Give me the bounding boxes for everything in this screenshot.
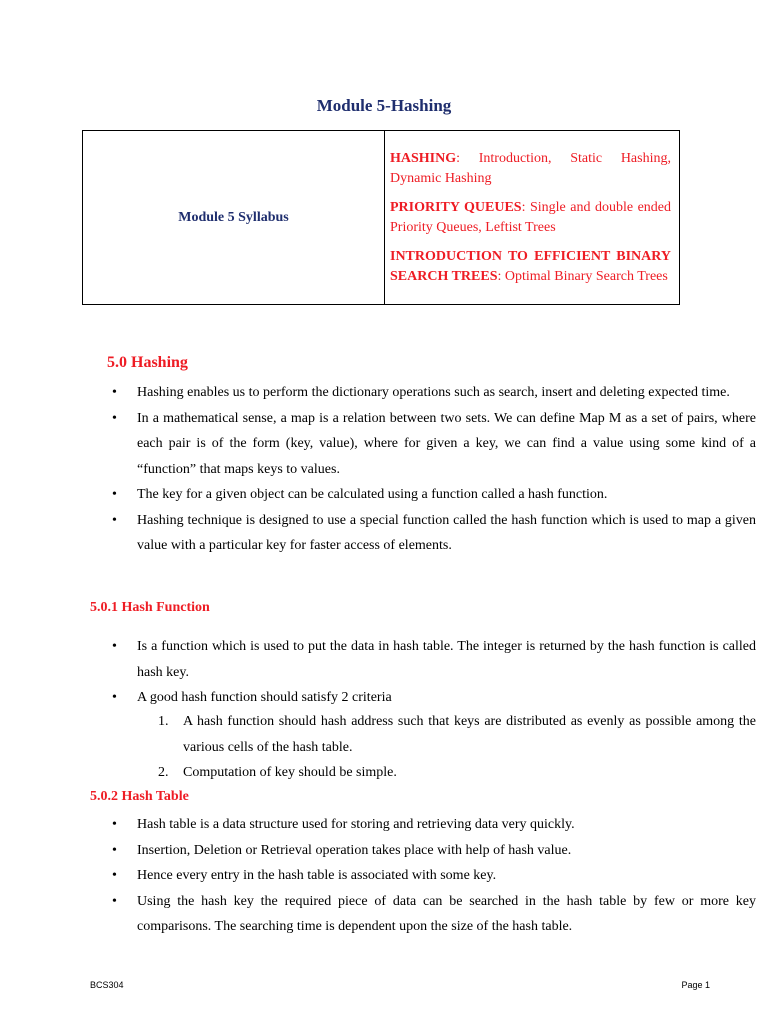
syllabus-item-heading: HASHING xyxy=(390,151,457,166)
hash-table-bullet-list xyxy=(112,812,756,940)
list-item-text: Computation of key should be simple. xyxy=(183,765,397,780)
footer-course-code: BCS304 xyxy=(90,980,124,990)
syllabus-item-heading: INTRODUCTION TO EFFICIENT BINARY SEARCH TREES xyxy=(390,249,671,284)
list-item: • In a mathematical sense, a map is a relation between two sets. We can define Map M as a set of pairs, where each pair is of the form (key, value), where for given a key, we can find a value using some kind of a “function” that maps keys to values. xyxy=(112,406,756,483)
syllabus-item-text: : Single and double ended Priority Queues, Leftist Trees xyxy=(390,200,672,235)
syllabus-item-text: : Optimal Binary Search Trees xyxy=(497,268,668,284)
list-item: • Hence every entry in the hash table is associated with some key. xyxy=(112,863,756,889)
section-heading-hash-function: 5.0.1 Hash Function xyxy=(90,600,210,615)
section-heading-hashing: 5.0 Hashing xyxy=(107,354,188,371)
list-number: 1. xyxy=(158,714,169,729)
list-item: • Hash table is a data structure used for storing and retrieving data very quickly. xyxy=(112,812,756,838)
syllabus-item-bst xyxy=(390,247,671,286)
criteria-list xyxy=(158,709,756,786)
syllabus-item-hashing xyxy=(390,149,671,188)
list-item: • Using the hash key the required piece of data can be searched in the hash table by few or more key comparisons. The searching time is dependent upon the size of the hash table. xyxy=(112,889,756,940)
syllabus-item-text: : Introduction, Static Hashing, Dynamic Hashing xyxy=(390,151,671,186)
list-item: • Insertion, Deletion or Retrieval operation takes place with help of hash value. xyxy=(112,838,756,864)
list-item: • Is a function which is used to put the data in hash table. The integer is returned by the hash function is called hash key. xyxy=(112,634,756,685)
list-number: 2. xyxy=(158,765,169,780)
list-item xyxy=(158,709,756,760)
list-item: • The key for a given object can be calculated using a function called a hash function. xyxy=(112,482,756,508)
list-item: • Hashing enables us to perform the dictionary operations such as search, insert and deleting expected time. xyxy=(112,380,756,406)
list-item: • A good hash function should satisfy 2 criteria xyxy=(112,685,756,711)
hashing-bullet-list xyxy=(112,380,756,559)
section-heading-hash-table: 5.0.2 Hash Table xyxy=(90,789,189,804)
page-title: Module 5-Hashing xyxy=(316,96,452,115)
syllabus-item-heading: PRIORITY QUEUES xyxy=(390,200,522,215)
list-item xyxy=(158,760,756,786)
syllabus-label: Module 5 Syllabus xyxy=(83,131,385,305)
syllabus-topics xyxy=(385,131,680,305)
list-item: • Hashing technique is designed to use a special function called the hash function which is used to map a given value with a particular key for faster access of elements. xyxy=(112,508,756,559)
footer-page-number: Page 1 xyxy=(681,980,710,990)
hash-function-bullet-list xyxy=(112,634,756,711)
syllabus-table xyxy=(82,130,680,305)
list-item-text: A hash function should hash address such that keys are distributed as evenly as possible among the various cells of the hash table. xyxy=(183,714,756,755)
syllabus-item-priority-queues xyxy=(390,198,671,237)
